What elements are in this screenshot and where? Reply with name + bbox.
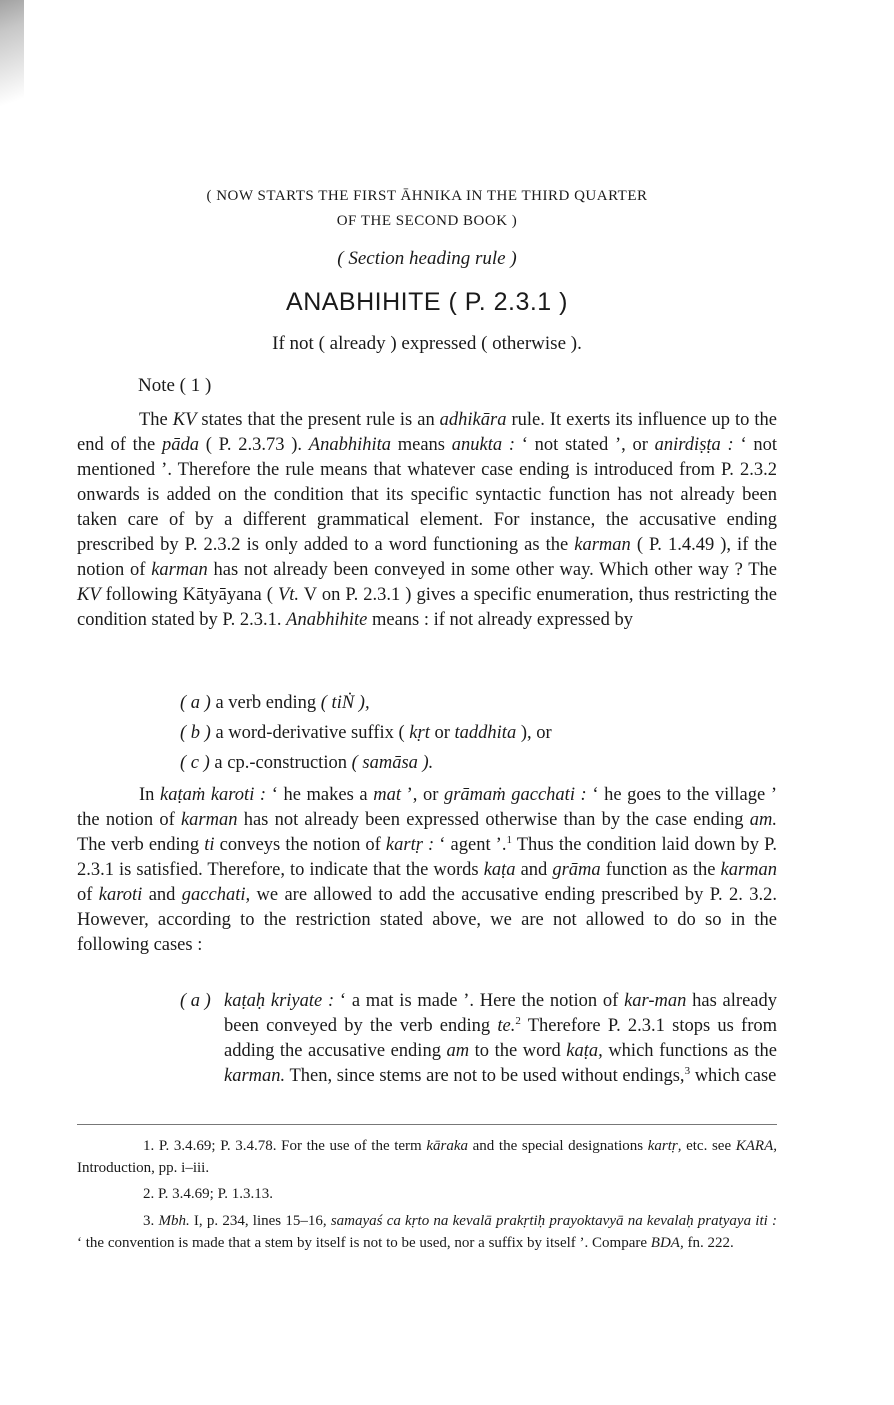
footnote-1: 1. P. 3.4.69; P. 3.4.78. For the use of the term kāraka and the special designations kartṛ, etc. see KARA, Introduction, pp. i–iii. — [77, 1138, 777, 1176]
note-label: Note ( 1 ) — [138, 375, 212, 396]
paragraph-2: In kaṭaṁ karoti : ‘ he makes a mat ’, or grāmaṁ gacchati : ‘ he goes to the village ’ the notion of karman has not already been expressed otherwise than by the case ending am. The verb ending ti conveys the notion of kartṛ : ‘ agent ’.$^1$ Thus the condition laid down by P. 2.3.1 is satisfied. Therefore, to indicate that the words kaṭa and grāma function as the karman of karoti and gacchati, we are allowed to add the accusative ending prescribed by P. 2. 3.2. However, according to the restriction stated above, we are not allowed to do so in the following cases : — [77, 785, 778, 955]
rule-title: ANABHIHITE ( P. 2.3.1 ) — [286, 288, 568, 316]
list-item: ( c ) a cp.-construction ( samāsa ). — [180, 753, 434, 773]
footnote-ref: 3 — [684, 1064, 691, 1077]
case-label: ( a ) — [180, 991, 211, 1011]
section-heading-label: ( Section heading rule ) — [337, 248, 517, 269]
footnote-ref: 1 — [506, 833, 512, 846]
list-item: ( a ) a verb ending ( tiṄ ), — [180, 693, 370, 713]
footnote-ref: 2 — [515, 1014, 521, 1027]
footnote-3: 3. Mbh. I, p. 234, lines 15–16, samayaś ca kṛto na kevalā prakṛtiḥ prayoktavyā na kevalaḥ pratyaya iti : ‘ the convention is made that a stem by itself is not to be used, nor a suffix by itself ’. Compare BDA, fn. 222. — [77, 1213, 778, 1251]
case-a-paragraph: ( a ) kaṭaḥ kriyate : ‘ a mat is made ’. Here the notion of kar-man has already been conveyed by the verb ending te.$^2$ Therefore P. 2.3.1 stops us from adding the accusative ending am to the word kaṭa, which functions as the karman. Then, since stems are not to be used without endings,$^3$ which case — [180, 991, 778, 1086]
list-item: ( b ) a word-derivative suffix ( kṛt or taddhita ), or — [180, 723, 552, 743]
footnote-2: 2. P. 3.4.69; P. 1.3.13. — [143, 1186, 274, 1202]
ahnika-header-line1: ( NOW STARTS THE FIRST ĀHNIKA IN THE THIRD QUARTER — [206, 188, 648, 204]
scan-edge-shadow — [0, 0, 24, 170]
ahnika-header-line2: OF THE SECOND BOOK ) — [336, 213, 518, 229]
footnote-divider — [77, 1124, 777, 1125]
condition-list — [180, 688, 552, 778]
paragraph-1: The KV states that the present rule is an adhikāra rule. It exerts its influence up to the end of the pāda ( P. 2.3.73 ). Anabhihita means anukta : ‘ not stated ’, or anirdiṣṭa : ‘ not mentioned ’. Therefore the rule means that whatever case ending is introduced from P. 2.3.2 onwards is added on the condition that its specific syntactic function has not already been taken care of by a different grammatical element. For instance, the accusative ending prescribed by P. 2.3.2 is only added to a word functioning as the karman ( P. 1.4.49 ), if the notion of karman has not already been conveyed in some other way. Which other way ? The KV following Kātyāyana ( Vt. V on P. 2.3.1 ) gives a specific enumeration, thus restricting the condition stated by P. 2.3.1. Anabhihite means : if not already expressed by — [77, 410, 777, 630]
rule-translation: If not ( already ) expressed ( otherwise ). — [272, 333, 582, 354]
